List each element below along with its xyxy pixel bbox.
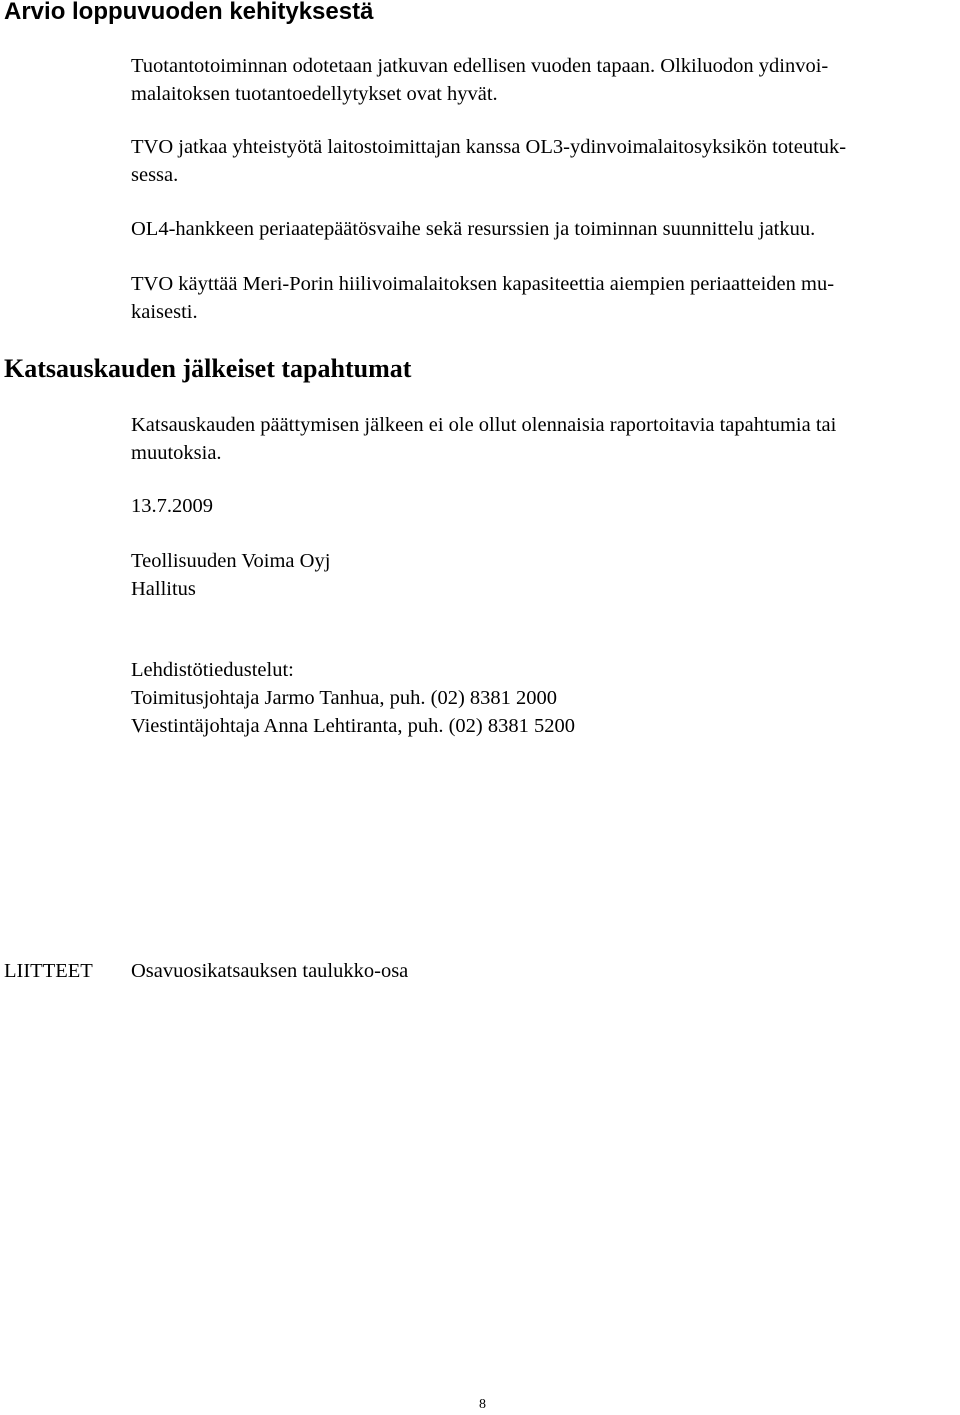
text-line: Tuotantotoiminnan odotetaan jatkuvan edellisen vuoden tapaan. Olkiluodon ydinvoi-	[131, 55, 829, 77]
paragraph-ol3-cooperation	[131, 133, 960, 189]
text-line: malaitoksen tuotantoedellytykset ovat hyvät.	[131, 83, 498, 105]
text-line: Katsauskauden päättymisen jälkeen ei ole ollut olennaisia raportoitavia tapahtumia tai	[131, 414, 837, 436]
text-line: TVO jatkaa yhteistyötä laitostoimittajan kanssa OL3-ydinvoimalaitosyksikön toteutuk-	[131, 136, 847, 158]
press-contacts	[131, 656, 960, 740]
paragraph-meri-pori	[131, 270, 960, 326]
board-name: Hallitus	[131, 578, 196, 600]
text-line: OL4-hankkeen periaatepäätösvaihe sekä resurssien ja toiminnan suunnittelu jatkuu.	[131, 218, 816, 240]
press-contacts-title: Lehdistötiedustelut:	[131, 659, 294, 681]
section-heading-outlook: Arvio loppuvuoden kehityksestä	[4, 0, 374, 25]
attachments-label: LIITTEET	[4, 960, 93, 982]
contact-ceo: Toimitusjohtaja Jarmo Tanhua, puh. (02) 8381 2000	[131, 687, 558, 709]
page-number: 8	[479, 1397, 486, 1412]
contact-communications: Viestintäjohtaja Anna Lehtiranta, puh. (02) 8381 5200	[131, 715, 575, 737]
attachments-text: Osavuosikatsauksen taulukko-osa	[131, 960, 409, 982]
signature-block	[131, 547, 960, 603]
text-line: TVO käyttää Meri-Porin hiilivoimalaitoksen kapasiteettia aiempien periaatteiden mu-	[131, 273, 835, 295]
section-heading-subsequent-events: Katsauskauden jälkeiset tapahtumat	[4, 354, 412, 383]
report-date: 13.7.2009	[131, 495, 213, 517]
text-line: muutoksia.	[131, 442, 222, 464]
paragraph-ol4-project	[131, 215, 960, 243]
text-line: kaisesti.	[131, 301, 198, 323]
paragraph-subsequent-events	[131, 411, 960, 467]
company-name: Teollisuuden Voima Oyj	[131, 550, 331, 572]
text-line: sessa.	[131, 164, 179, 186]
paragraph-production-outlook	[131, 52, 960, 108]
